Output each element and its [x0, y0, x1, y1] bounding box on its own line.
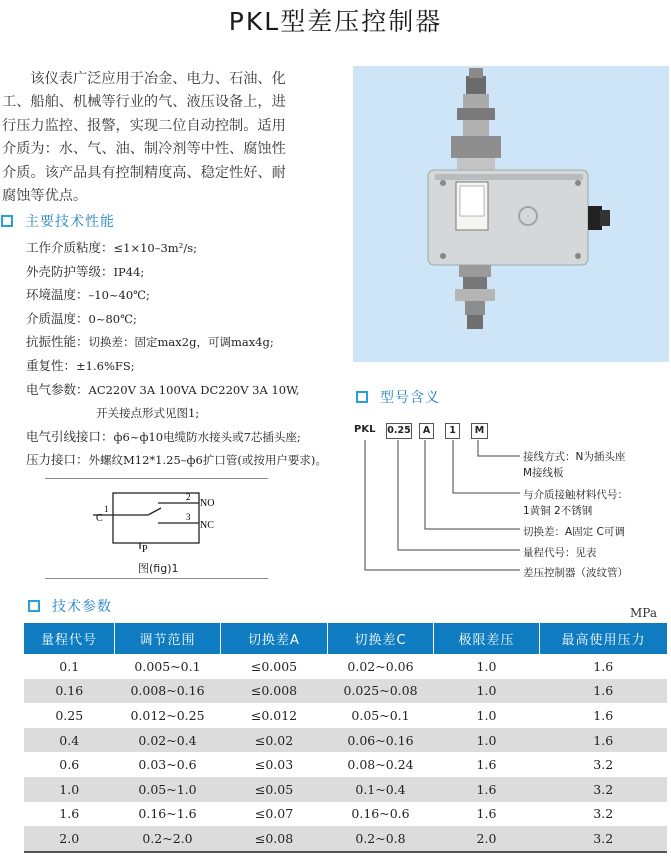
table-header: 切换差C [328, 623, 434, 654]
params-heading [28, 597, 112, 615]
label-1: 1 [104, 504, 109, 514]
model-heading-label: 型号含义 [380, 390, 440, 406]
product-photo [353, 66, 669, 362]
label-p: P [142, 544, 148, 555]
table-cell: ≤0.08 [221, 826, 328, 852]
square-icon [356, 391, 368, 403]
specs-heading [1, 212, 115, 230]
table-header: 最高使用压力 [540, 623, 668, 654]
table-cell: 0.005~0.1 [115, 654, 221, 679]
model-heading [356, 388, 440, 406]
model-leader-lines [355, 438, 525, 578]
table-cell: 0.02~0.4 [115, 728, 221, 753]
figure-top-rule [45, 478, 268, 479]
model-desc: 接线方式：N为插头座 [523, 451, 626, 463]
model-desc: 差压控制器（波纹管） [523, 567, 628, 579]
spec-row-continuation: 开关接点形式见图1; [96, 406, 200, 421]
spec-row: 压力接口：外螺纹M12*1.25–ф6扩口管(或按用户要求)。 [26, 452, 327, 468]
pressure-controller-image [353, 66, 669, 362]
table-row [24, 826, 667, 852]
table-cell: 0.16~0.6 [328, 802, 434, 827]
label-3: 3 [186, 512, 191, 522]
intro-line: 工、船舶、机械等行业的气、液压设备上，进 [2, 94, 286, 111]
model-prefix: PKL [354, 424, 376, 435]
specs-list [26, 236, 346, 472]
table-cell: ≤0.008 [221, 679, 328, 704]
table-header: 切换差A [221, 623, 328, 654]
table-cell: 1.0 [434, 703, 540, 728]
model-code-box: M [471, 423, 488, 439]
model-code-box: 1 [445, 423, 460, 439]
table-header-row [24, 623, 667, 654]
table-cell: 1.6 [540, 703, 668, 728]
figure-bottom-rule [45, 578, 268, 579]
table-cell: 1.6 [540, 654, 668, 679]
table-cell: 1.6 [434, 777, 540, 802]
spec-row: 重复性：±1.6%FS; [26, 357, 135, 373]
table-cell: 0.16 [24, 679, 115, 704]
table-cell: 0.1~0.4 [328, 777, 434, 802]
table-cell: 1.6 [24, 802, 115, 827]
table-cell: 1.0 [434, 728, 540, 753]
table-cell: 0.4 [24, 728, 115, 753]
intro-line: 腐蚀等优点。 [2, 188, 88, 205]
table-cell: 0.012~0.25 [115, 703, 221, 728]
table-cell: ≤0.005 [221, 654, 328, 679]
table-cell: ≤0.05 [221, 777, 328, 802]
table-cell: 0.02~0.06 [328, 654, 434, 679]
intro-line: 该仪表广泛应用于冶金、电力、石油、化 [2, 71, 286, 87]
label-no: NO [200, 498, 215, 509]
table-cell: 2.0 [24, 826, 115, 852]
model-code-box: 0.25 [386, 423, 412, 439]
table-cell: 1.6 [540, 728, 668, 753]
table-cell: 0.025~0.08 [328, 679, 434, 704]
intro-line: 介质。该产品具有控制精度高、稳定性好、耐 [2, 164, 286, 181]
table-cell: 1.6 [434, 752, 540, 777]
table-cell: 3.2 [540, 802, 668, 827]
table-cell: 1.6 [540, 679, 668, 704]
table-cell: 0.08~0.24 [328, 752, 434, 777]
table-cell: 0.25 [24, 703, 115, 728]
table-row [24, 777, 667, 802]
table-header: 量程代号 [24, 623, 115, 654]
table-cell: 0.05~0.1 [328, 703, 434, 728]
unit-label: MPa [630, 606, 657, 620]
spec-row: 电气引线接口：ф6~ф10电缆防水接头或7芯插头座; [26, 428, 301, 444]
spec-row: 抗振性能：切换差：固定max2g，可调max4g; [26, 334, 274, 350]
table-cell: 0.008~0.16 [115, 679, 221, 704]
table-cell: 0.2~0.8 [328, 826, 434, 852]
table-cell: ≤0.012 [221, 703, 328, 728]
table-cell: 0.1 [24, 654, 115, 679]
table-cell: 0.16~1.6 [115, 802, 221, 827]
model-desc: 切换差：A固定 C可调 [523, 526, 625, 538]
label-nc: NC [200, 520, 214, 531]
intro-line: 介质为：水、气、油、制冷剂等中性、腐蚀性 [2, 141, 286, 158]
table-row [24, 679, 667, 704]
model-desc: 1黄铜 2不锈钢 [523, 505, 593, 517]
page-title: PKL型差压控制器 [228, 7, 443, 36]
params-table [24, 623, 667, 853]
table-cell: 3.2 [540, 752, 668, 777]
table-cell: 0.06~0.16 [328, 728, 434, 753]
square-icon [1, 215, 13, 227]
specs-heading-label: 主要技术性能 [25, 214, 115, 230]
label-2: 2 [186, 492, 191, 502]
table-cell: 1.0 [434, 679, 540, 704]
table-cell: 0.6 [24, 752, 115, 777]
table-cell: ≤0.02 [221, 728, 328, 753]
table-cell: 0.05~1.0 [115, 777, 221, 802]
spec-row: 工作介质粘度：≤1×10–3m²/s; [26, 240, 197, 255]
table-header: 调节范围 [115, 623, 221, 654]
table-cell: 1.0 [434, 654, 540, 679]
table-row [24, 728, 667, 753]
table-cell: 2.0 [434, 826, 540, 852]
table-cell: 0.2~2.0 [115, 826, 221, 852]
label-c: C [96, 513, 103, 524]
model-desc: 与介质接触材料代号： [523, 489, 628, 501]
square-icon [28, 600, 40, 612]
table-cell: 3.2 [540, 826, 668, 852]
table-header: 极限差压 [434, 623, 540, 654]
table-cell: 3.2 [540, 777, 668, 802]
table-cell: 1.6 [434, 802, 540, 827]
model-code-box: A [419, 423, 434, 439]
spec-row: 外壳防护等级：IP44; [26, 263, 145, 279]
table-row [24, 703, 667, 728]
spec-row: 电气参数：AC220V 3A 100VA DC220V 3A 10W, [26, 381, 300, 397]
table-cell: ≤0.07 [221, 802, 328, 827]
table-cell: 0.03~0.6 [115, 752, 221, 777]
params-heading-label: 技术参数 [52, 599, 112, 615]
figure-caption: 图(fig)1 [138, 562, 179, 575]
model-desc: M接线板 [523, 467, 564, 479]
table-row [24, 752, 667, 777]
spec-row: 环境温度：–10~40℃; [26, 287, 150, 303]
spec-row: 介质温度：0~80℃; [26, 310, 137, 326]
table-row [24, 654, 667, 679]
table-cell: 1.0 [24, 777, 115, 802]
model-desc: 量程代号：见表 [523, 547, 597, 559]
table-row [24, 802, 667, 827]
table-cell: ≤0.03 [221, 752, 328, 777]
intro-line: 行压力监控、报警，实现二位自动控制。适用 [2, 117, 286, 134]
intro-paragraph [2, 68, 320, 208]
